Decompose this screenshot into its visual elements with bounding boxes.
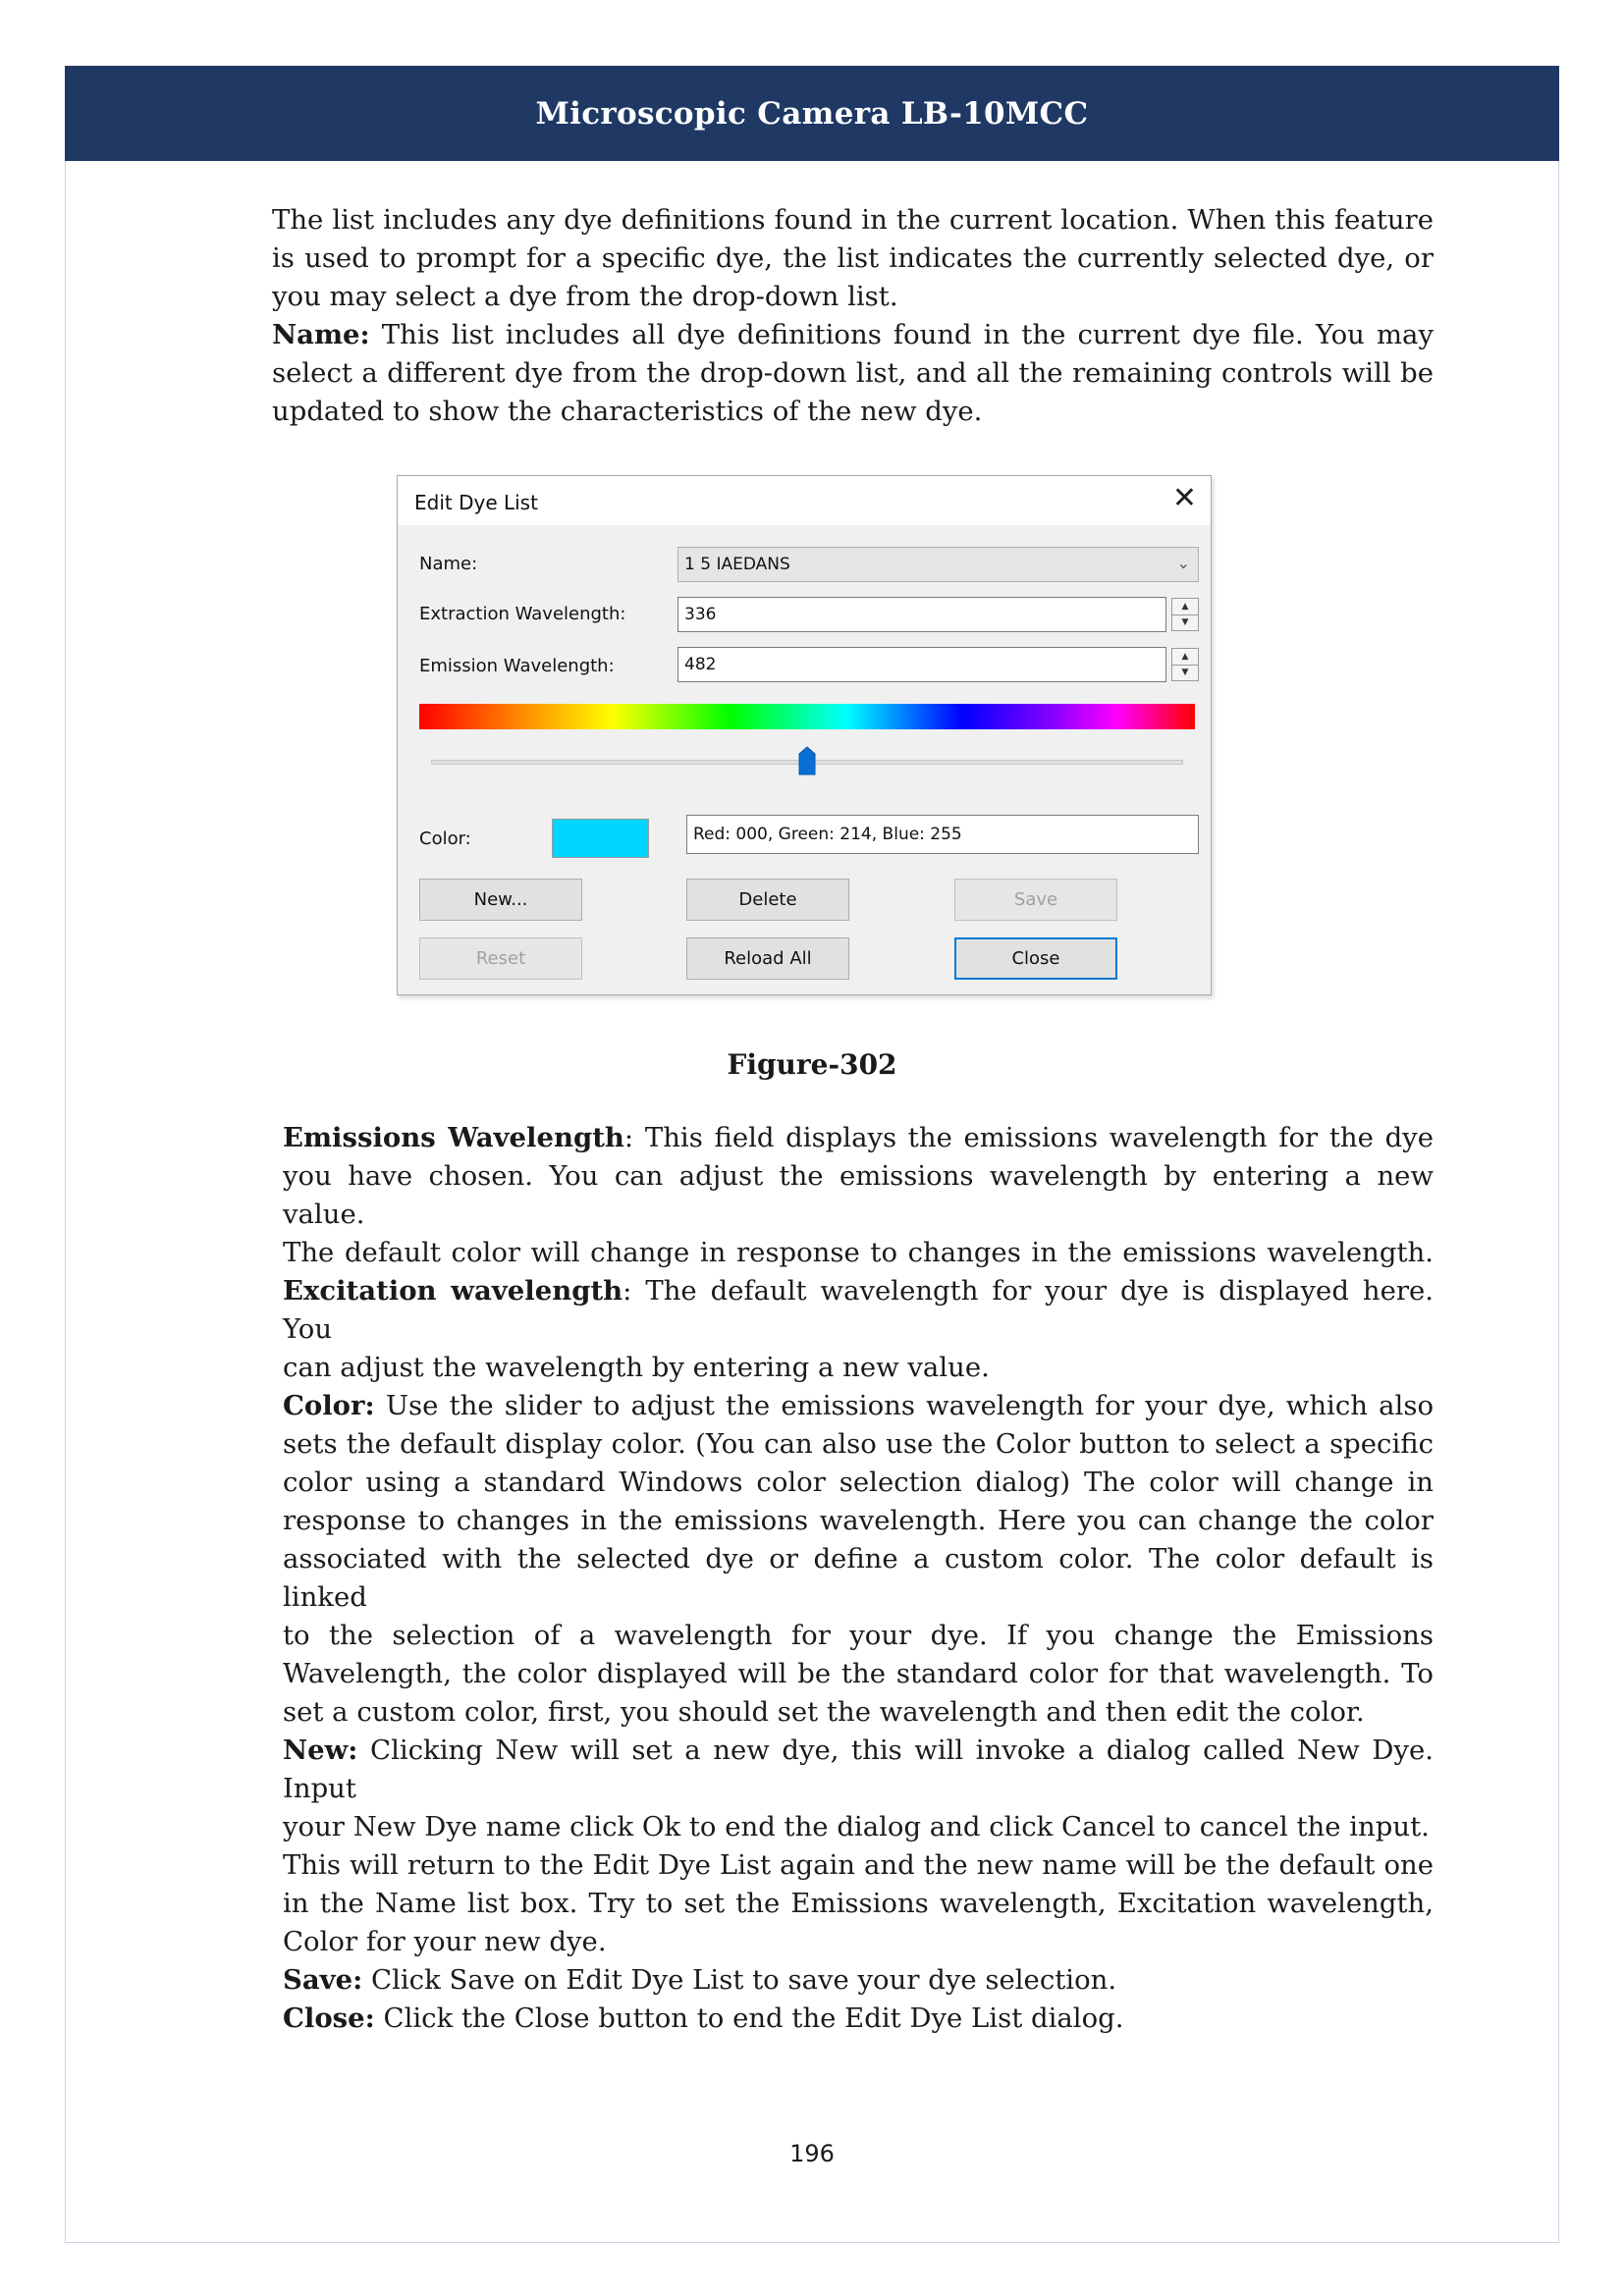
new-button[interactable]: New... bbox=[419, 879, 582, 921]
name-description-line: updated to show the characteristics of the new dye. bbox=[272, 396, 983, 427]
spin-down-icon[interactable]: ▼ bbox=[1181, 667, 1189, 677]
description-line: you have chosen. You can adjust the emissions wavelength by entering a new value. bbox=[283, 1160, 1434, 1230]
chevron-down-icon: ⌄ bbox=[1176, 554, 1190, 572]
description-line: Emissions Wavelength: This field displays the emissions wavelength for the dye bbox=[283, 1122, 1434, 1153]
description-line: The default color will change in response to changes in the emissions wavelength. bbox=[283, 1237, 1434, 1268]
close-term: Close: bbox=[283, 2002, 375, 2034]
save-button[interactable]: Save bbox=[954, 879, 1117, 921]
description-line: associated with the selected dye or define a custom color. The color default is linked bbox=[283, 1543, 1434, 1613]
description-line: response to changes in the emissions wavelength. Here you can change the color bbox=[283, 1505, 1434, 1536]
description-line: in the Name list box. Try to set the Emissions wavelength, Excitation wavelength, bbox=[283, 1888, 1434, 1919]
edit-dye-list-dialog bbox=[397, 475, 1212, 995]
header-title: Microscopic Camera LB-10MCC bbox=[535, 95, 1089, 132]
color-rgb-display: Red: 000, Green: 214, Blue: 255 bbox=[686, 815, 1199, 854]
name-description-line: Name: This list includes all dye definitions found in the current dye file. You may bbox=[272, 319, 1434, 350]
save-term: Save: bbox=[283, 1964, 363, 1996]
extraction-wavelength-spinner[interactable] bbox=[1171, 598, 1199, 631]
close-icon[interactable]: ✕ bbox=[1171, 481, 1197, 515]
description-line: New: Clicking New will set a new dye, this will invoke a dialog called New Dye. Input bbox=[283, 1735, 1434, 1804]
description-line: Close: Click the Close button to end the Edit Dye List dialog. bbox=[283, 2002, 1124, 2034]
intro-line: you may select a dye from the drop-down list. bbox=[272, 281, 898, 312]
description-line: to the selection of a wavelength for your dye. If you change the Emissions bbox=[283, 1620, 1434, 1651]
figure-caption: Figure-302 bbox=[727, 1048, 897, 1081]
excitation-term: Excitation wavelength bbox=[283, 1275, 623, 1307]
name-description-line: select a different dye from the drop-down list, and all the remaining controls will be bbox=[272, 357, 1434, 389]
name-label: Name: bbox=[419, 554, 478, 574]
description-line: color using a standard Windows color selection dialog) The color will change in bbox=[283, 1467, 1434, 1498]
close-button[interactable]: Close bbox=[954, 937, 1117, 980]
color-spectrum-bar bbox=[419, 704, 1195, 729]
extraction-wavelength-field[interactable]: 336 bbox=[677, 597, 1166, 632]
description-line: can adjust the wavelength by entering a new value. bbox=[283, 1352, 990, 1383]
spin-up-icon[interactable]: ▲ bbox=[1172, 599, 1198, 615]
description-line: sets the default display color. (You can also use the Color button to select a specific bbox=[283, 1428, 1434, 1460]
page-header bbox=[65, 66, 1559, 161]
description-line: set a custom color, first, you should set the wavelength and then edit the color. bbox=[283, 1696, 1365, 1728]
reset-button[interactable]: Reset bbox=[419, 937, 582, 980]
delete-button[interactable]: Delete bbox=[686, 879, 849, 921]
emissions-term: Emissions Wavelength bbox=[283, 1122, 624, 1153]
field-descriptions bbox=[283, 1119, 1434, 2038]
dialog-titlebar bbox=[398, 476, 1211, 525]
new-term: New: bbox=[283, 1735, 358, 1766]
wavelength-slider-thumb[interactable] bbox=[798, 746, 816, 775]
color-term: Color: bbox=[283, 1390, 375, 1421]
description-line: your New Dye name click Ok to end the dialog and click Cancel to cancel the input. bbox=[283, 1811, 1430, 1842]
emission-wavelength-spinner[interactable] bbox=[1171, 648, 1199, 681]
extraction-wavelength-label: Extraction Wavelength: bbox=[419, 604, 626, 624]
reload-all-button[interactable]: Reload All bbox=[686, 937, 849, 980]
name-dropdown[interactable] bbox=[677, 547, 1199, 582]
emission-wavelength-label: Emission Wavelength: bbox=[419, 656, 615, 676]
description-line: Color for your new dye. bbox=[283, 1926, 607, 1957]
color-label: Color: bbox=[419, 828, 471, 849]
description-line: Excitation wavelength: The default wavelength for your dye is displayed here. You bbox=[283, 1275, 1435, 1345]
name-term: Name: bbox=[272, 319, 370, 350]
spin-down-icon[interactable]: ▼ bbox=[1181, 617, 1189, 627]
spin-up-icon[interactable]: ▲ bbox=[1172, 649, 1198, 666]
dialog-title: Edit Dye List bbox=[414, 491, 538, 514]
description-line: Wavelength, the color displayed will be the standard color for that wavelength. To bbox=[283, 1658, 1434, 1689]
color-swatch-button[interactable] bbox=[552, 819, 649, 858]
description-line: This will return to the Edit Dye List again and the new name will be the default one bbox=[283, 1849, 1434, 1881]
description-line: Save: Click Save on Edit Dye List to save your dye selection. bbox=[283, 1964, 1117, 1996]
intro-line: The list includes any dye definitions found in the current location. When this feature bbox=[272, 204, 1434, 236]
description-line: Color: Use the slider to adjust the emissions wavelength for your dye, which also bbox=[283, 1390, 1434, 1421]
intro-paragraph bbox=[272, 201, 1434, 431]
intro-line: is used to prompt for a specific dye, the list indicates the currently selected dye, or bbox=[272, 242, 1434, 274]
page-number: 196 bbox=[789, 2140, 835, 2167]
name-dropdown-value: 1 5 IAEDANS bbox=[684, 555, 790, 574]
emission-wavelength-field[interactable]: 482 bbox=[677, 647, 1166, 682]
